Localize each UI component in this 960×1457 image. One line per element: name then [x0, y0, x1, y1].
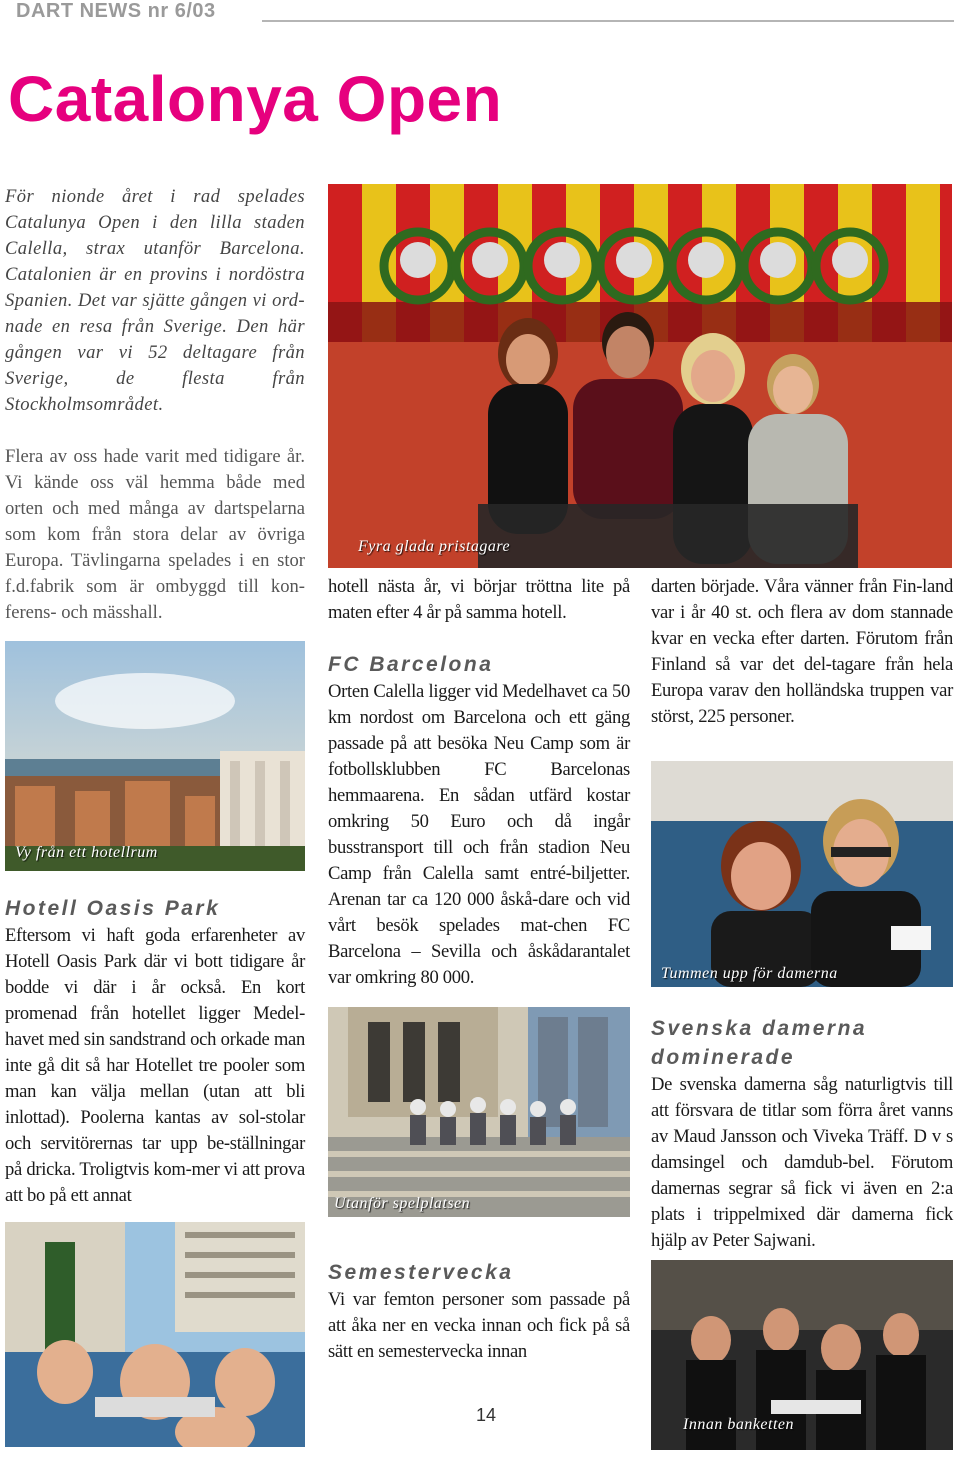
- hotel-section-continued: hotell nästa år, vi börjar tröttna lite på maten efter 4 år på samma hotell.: [328, 576, 630, 623]
- publication-header: DART NEWS nr 6/03: [16, 0, 216, 22]
- banquet-photo-caption: Innan banketten: [683, 1416, 795, 1433]
- semester-heading: Semestervecka: [328, 1261, 514, 1284]
- article-intro: För nionde året i rad spelades Catalunya Open i den lilla staden Calella, strax utanför Barcelona. Catalonien är en provins i nordöstra Spanien. Det var sjätte gången vi ord-nade en resa från Sverige. Den här gången var vi 52 deltagare från Sverige, de flesta från Stockholmsområdet.: [5, 186, 305, 415]
- column-1-top: [5, 184, 305, 626]
- hotel-view-caption: Vy från ett hotellrum: [15, 844, 158, 861]
- hotel-section-text: Eftersom vi haft goda erfarenheter av Hotell Oasis Park där vi bott tidigare år bodde vi där i år också. En kort promenad från hotellet ligger Medel-havet med sin sandstrand och orkade man inte gå dit så har Hotellet tre pooler som man kan välja mellan (utan att bli inlottad). Poolerna kantas av sol-stolar och servitörernas tar upp be-ställningar på dricka. Troligtvis kom-mer vi att prova att bo på ett annat: [5, 925, 305, 1206]
- column-2-top: [328, 574, 630, 991]
- svenska-damerna-heading: Svenska damerna dominerade: [651, 1017, 868, 1069]
- fc-barcelona-heading: FC Barcelona: [328, 653, 494, 676]
- prize-photo: [328, 184, 952, 568]
- prize-photo-image: [328, 184, 952, 568]
- semester-continued: darten började. Våra vänner från Fin-land var i år 40 st. och flera av dom stannade kvar en vecka efter darten. Förutom från Finland så var det del-tagare från hela Europa varav den holländska truppen var störst, 225 personer.: [651, 576, 953, 727]
- pool-photo: [5, 1222, 305, 1447]
- venue-image: [328, 1007, 630, 1217]
- thumbs-image: [651, 761, 953, 987]
- venue-photo: [328, 1007, 630, 1217]
- thumbs-photo: [651, 761, 953, 987]
- thumbs-photo-caption: Tummen upp för damerna: [661, 965, 838, 982]
- column-3-top: [651, 574, 953, 730]
- pool-image: [5, 1222, 305, 1447]
- hotel-view-image: [5, 641, 305, 871]
- column-3-bottom: [651, 1014, 953, 1254]
- article-paragraph-1: Flera av oss hade varit med tidigare år. Vi kände oss väl hemma både med orten och med många av dartspelarna som kom från stora delar av övriga Europa. Tävlingarna spelades i en stor f.d.fabrik som är ombyggd till kon-ferens- och mässhall.: [5, 446, 305, 623]
- prize-photo-caption: Fyra glada pristagare: [358, 538, 511, 555]
- hotel-section-heading: Hotell Oasis Park: [5, 897, 221, 920]
- venue-photo-caption: Utanför spelplatsen: [334, 1195, 471, 1212]
- article-title: Catalonya Open: [8, 63, 503, 135]
- page-number: 14: [476, 1405, 497, 1425]
- fc-barcelona-text: Orten Calella ligger vid Medelhavet ca 50 km nordost om Barcelona och ett gäng passade på att besöka Neu Camp som är fotbollsklubben FC Barcelonas hemmaarena. En sådan utfärd kostar omkring 50 Euro och då ingår busstransport till och från stadion Neu Camp från Calella samt entré-biljetter. Arenan tar ca 120 000 åskå-dare och vid vårt besök spelades mat-chen FC Barcelona – Sevilla och åskådarantalet var omkring 80 000.: [328, 681, 630, 988]
- hotel-view-photo: [5, 641, 305, 871]
- svenska-damerna-text: De svenska damerna såg naturligtvis till att försvara de titlar som förra året vanns av Maud Jansson och Viveka Träff. D v s damsingel och damdub-bel. Förutom damernas segrar så fick vi även en 2:a plats i trippelmixed där damerna fick hjälp av Peter Sajwani.: [651, 1074, 953, 1251]
- banquet-photo: [651, 1260, 953, 1450]
- semester-text: Vi var femton personer som passade på att åka ner en vecka innan och fick på så sätt en semestervecka innan: [328, 1289, 630, 1362]
- column-2-bottom: [328, 1258, 630, 1365]
- header-rule: [262, 20, 954, 22]
- column-1-bottom: [5, 894, 305, 1209]
